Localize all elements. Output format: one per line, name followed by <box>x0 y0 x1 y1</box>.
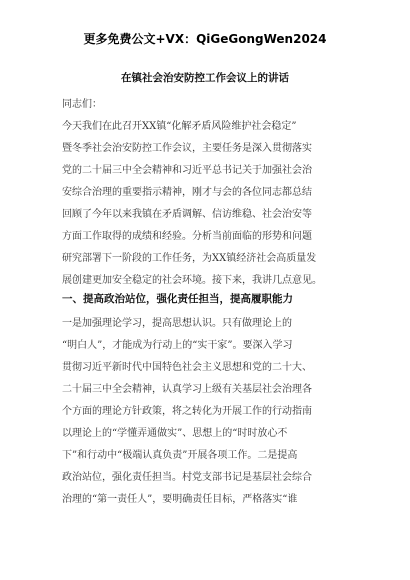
text-line: 展创建更加安全稳定的社会环境。接下来，我讲几点意见。 <box>62 275 322 286</box>
text-line: 党的二十届三中全会精神和习近平总书记关于加强社会治 <box>62 165 312 176</box>
paragraph-section-one <box>62 313 360 511</box>
text-line: 以理论上的“学懂弄通做实”、思想上的“时时放心不 <box>62 428 288 439</box>
text-line: “明白人”，才能成为行动上的“实干家”。要深入学习 <box>62 340 293 351</box>
text-line: 研究部署下一阶段的工作任务，为XX镇经济社会高质量发 <box>62 253 317 264</box>
watermark-header: 更多免费公文+VX：QiGeGongWen2024 <box>83 32 327 46</box>
text-line: 安综合治理的重要指示精神，刚才与会的各位同志都总结 <box>62 187 312 198</box>
text-line: 今天我们在此召开XX镇“化解矛盾风险维护社会稳定” <box>62 121 297 132</box>
text-line: 政治站位，强化责任担当。村党支部书记是基层社会综合 <box>62 472 312 483</box>
text-line: 方面工作取得的成绩和经验。分析当前面临的形势和问题 <box>62 231 312 242</box>
text-line: 暨冬季社会治安防控工作会议，主要任务是深入贯彻落实 <box>62 143 312 154</box>
paragraph-opening <box>62 116 360 292</box>
text-line: 一是加强理论学习，提高思想认识。只有做理论上的 <box>62 318 292 329</box>
text-line: 个方面的理论方针政策，将之转化为开展工作的行动指南 <box>62 406 312 417</box>
document-title: 在镇社会治安防控工作会议上的讲话 <box>121 72 289 84</box>
text-line: 回顾了今年以来我镇在矛盾调解、信访维稳、社会治安等 <box>62 209 312 220</box>
text-line: 治理的“第一责任人”，要明确责任目标，严格落实“谁 <box>62 494 298 505</box>
text-line: 下”和行动中“极端认真负责”开展各项工作。二是提高 <box>62 450 298 461</box>
text-line: 贯彻习近平新时代中国特色社会主义思想和党的二十大、 <box>62 362 312 373</box>
text-line: 二十届三中全会精神，认真学习上级有关基层社会治理各 <box>62 384 312 395</box>
section-heading: 一、提高政治站位，强化责任担当，提高履职能力 <box>62 293 293 305</box>
salutation: 同志们： <box>62 99 102 110</box>
